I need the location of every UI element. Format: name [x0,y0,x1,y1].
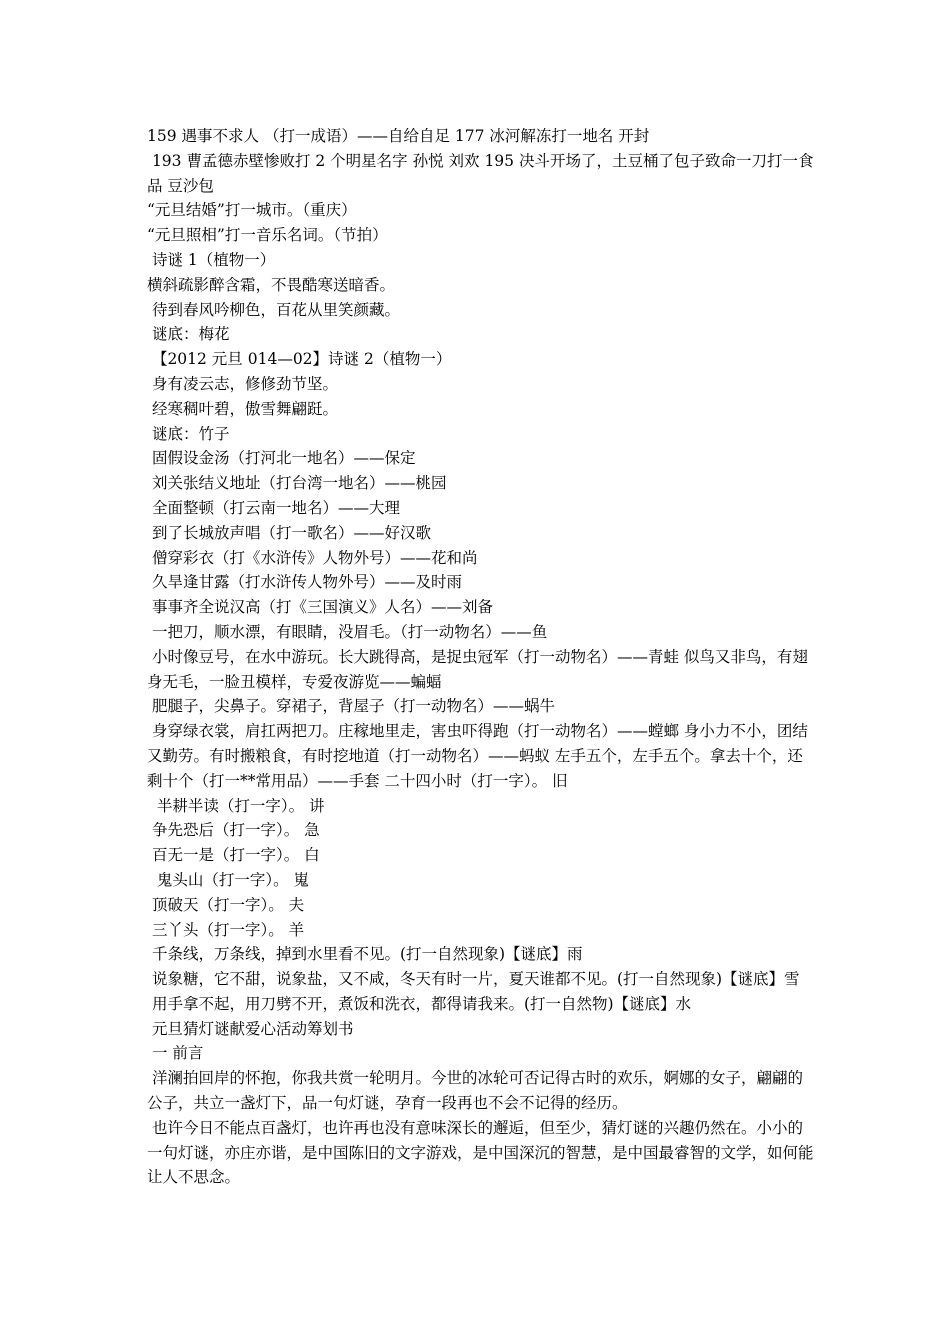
paragraph: 到了长城放声唱（打一歌名）——好汉歌 [147,523,431,542]
paragraph: 小时像豆号，在水中游玩。长大跳得高，是捉虫冠军（打一动物名）——青蛙 似鸟又非鸟，有翅身无毛，一脸丑模样，专爱夜游览——蝙蝠 [147,647,808,691]
paragraph: 193 曹孟德赤壁惨败打 2 个明星名字 孙悦 刘欢 195 决斗开场了，土豆桶了包子致命一刀打一食品 豆沙包 [147,151,814,195]
paragraph: 肥腿子，尖鼻子。穿裙子，背屋子（打一动物名）——蜗牛 [147,697,555,716]
paragraph: 经寒稠叶碧，傲雪舞翩跹。 [147,399,338,418]
paragraph: 全面整顿（打云南一地名）——大理 [147,498,400,517]
paragraph: 谜底：梅花 [147,325,230,344]
paragraph: 一 前言 [147,1044,204,1063]
paragraph: 固假设金汤（打河北一地名）——保定 [147,449,416,468]
paragraph: 事事齐全说汉高（打《三国演义》人名）——刘备 [147,598,493,617]
paragraph: 千条线，万条线，掉到水里看不见。(打一自然现象)【谜底】雨 [147,945,583,964]
paragraph: 说象糖，它不甜，说象盐，又不咸，冬天有时一片，夏天谁都不见。(打一自然现象)【谜底】雪 [147,970,800,989]
paragraph: 元旦猜灯谜献爱心活动筹划书 [147,1019,354,1038]
paragraph: 洋澜拍回岸的怀抱，你我共赏一轮明月。今世的冰轮可否记得古时的欢乐，婀娜的女子，翩翩的公子，共立一盏灯下，品一句灯谜，孕育一段再也不会不记得的经历。 [147,1069,803,1113]
paragraph: 用手拿不起，用刀劈不开，煮饭和洗衣，都得请我来。(打一自然物)【谜底】水 [147,994,692,1013]
paragraph: 半耕半读（打一字）。 讲 [147,796,325,815]
paragraph: 三丫头（打一字）。 羊 [147,920,305,939]
paragraph: 鬼头山（打一字）。 嵬 [147,870,310,889]
paragraph: 一把刀，顺水漂，有眼睛，没眉毛。（打一动物名）——鱼 [147,622,548,641]
paragraph: 159 遇事不求人 （打一成语）——自给自足 177 冰河解冻打一地名 开封 [147,127,650,145]
paragraph: 诗谜 1（植物一） [147,250,276,269]
paragraph: 僧穿彩衣（打《水浒传》人物外号）——花和尚 [147,548,478,567]
paragraph: 身有凌云志，修修劲节坚。 [147,374,338,393]
paragraph: 刘关张结义地址（打台湾一地名）——桃园 [147,474,447,493]
paragraph: 百无一是（打一字）。 白 [147,846,320,865]
paragraph: 身穿绿衣裳，肩扛两把刀。庄稼地里走，害虫吓得跑（打一动物名）——螳螂 身小力不小，团结又勤劳。有时搬粮食，有时挖地道（打一动物名）——蚂蚁 左手五个，左手五个。拿去十个，还剩十个（打一**常用品）——手套 二十四小时（打一字）。 旧 [147,722,808,790]
paragraph: “元旦照相”打一音乐名词。（节拍） [147,226,388,245]
paragraph: 谜底：竹子 [147,424,230,443]
paragraph: 【2012 元旦 014—02】诗谜 2（植物一） [147,350,452,369]
paragraph: 顶破天（打一字）。 夫 [147,895,305,914]
paragraph: 横斜疏影醉含霜，不畏酷寒送暗香。 [147,275,396,294]
paragraph: 争先恐后（打一字）。 急 [147,821,320,840]
paragraph: 久旱逢甘露（打水浒传人物外号）——及时雨 [147,573,462,592]
paragraph: 也许今日不能点百盏灯，也许再也没有意味深长的邂逅，但至少，猜灯谜的兴趣仍然在。小小的一句灯谜，亦庄亦谐，是中国陈旧的文字游戏，是中国深沉的智慧，是中国最睿智的文学，如何能让人不思念。 [147,1118,814,1187]
paragraph: “元旦结婚”打一城市。（重庆） [147,201,357,220]
paragraph: 待到春风吟柳色，百花从里笑颜藏。 [147,300,400,319]
document-body [147,124,815,1190]
